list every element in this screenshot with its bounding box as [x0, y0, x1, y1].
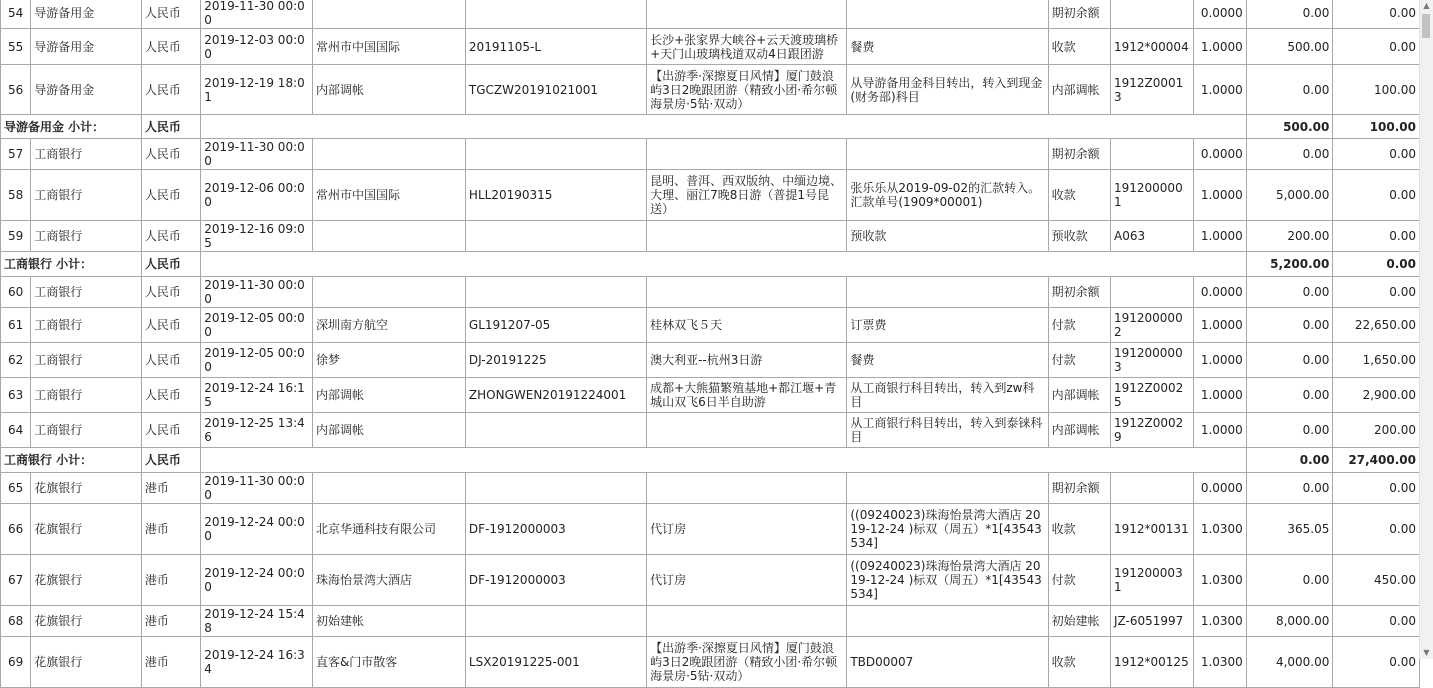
cell-credit-amount: 2,900.00	[1333, 378, 1420, 413]
table-row	[1, 555, 1420, 606]
cell-currency: 人民币	[141, 139, 200, 170]
table-row	[1, 29, 1420, 65]
cell-reference-code	[465, 221, 646, 252]
cell-currency: 人民币	[141, 29, 200, 65]
cell-account-name: 工商银行	[31, 139, 142, 170]
scrollbar-thumb[interactable]	[1422, 14, 1430, 38]
cell-product-description: 长沙+张家界大峡谷+云天渡玻璃桥+天门山玻璃栈道双动4日跟团游	[647, 29, 847, 65]
table-row	[1, 170, 1420, 221]
cell-account-name: 花旗银行	[31, 504, 142, 555]
cell-exchange-rate: 1.0300	[1193, 637, 1246, 688]
cell-exchange-rate: 1.0300	[1193, 606, 1246, 637]
cell-exchange-rate: 1.0300	[1193, 504, 1246, 555]
cell-exchange-rate: 1.0000	[1193, 343, 1246, 378]
cell-memo: 订票费	[847, 308, 1048, 343]
subtotal-currency: 人民币	[141, 448, 200, 473]
cell-exchange-rate: 0.0000	[1193, 473, 1246, 504]
cell-voucher-number: 1912000001	[1110, 170, 1193, 221]
cell-counterparty: 常州市中国国际	[312, 29, 465, 65]
subtotal-currency: 人民币	[141, 115, 200, 139]
cell-row-number: 61	[1, 308, 31, 343]
cell-product-description: 桂林双飞５天	[647, 308, 847, 343]
cell-credit-amount: 0.00	[1333, 139, 1420, 170]
cell-product-description: 成都+大熊猫繁殖基地+都江堰+青城山双飞6日半自助游	[647, 378, 847, 413]
cell-date: 2019-12-24 15:48	[201, 606, 313, 637]
cell-reference-code: 20191105-L	[465, 29, 646, 65]
cell-account-name: 工商银行	[31, 170, 142, 221]
cell-date: 2019-12-05 00:00	[201, 343, 313, 378]
scroll-down-icon[interactable]: ▼	[1423, 648, 1430, 657]
cell-product-description	[647, 606, 847, 637]
cell-voucher-number	[1110, 277, 1193, 308]
subtotal-credit: 100.00	[1333, 115, 1420, 139]
cell-voucher-number: 1912*00125	[1110, 637, 1193, 688]
cell-transaction-type: 付款	[1048, 555, 1110, 606]
cell-reference-code	[465, 0, 646, 29]
cell-memo: 张乐乐从2019-09-02的汇款转入。汇款单号(1909*00001)	[847, 170, 1048, 221]
cell-exchange-rate: 0.0000	[1193, 139, 1246, 170]
cell-row-number: 62	[1, 343, 31, 378]
cell-row-number: 55	[1, 29, 31, 65]
cell-exchange-rate: 1.0000	[1193, 170, 1246, 221]
cell-counterparty: 常州市中国国际	[312, 170, 465, 221]
cell-reference-code: TGCZW20191021001	[465, 65, 646, 115]
cell-row-number: 56	[1, 65, 31, 115]
cell-reference-code	[465, 413, 646, 448]
table-row	[1, 343, 1420, 378]
cell-credit-amount: 0.00	[1333, 221, 1420, 252]
cell-memo: 从导游备用金科目转出，转入到现金(财务部)科目	[847, 65, 1048, 115]
subtotal-spacer	[201, 448, 1247, 473]
cell-credit-amount: 0.00	[1333, 637, 1420, 688]
cell-debit-amount: 0.00	[1246, 378, 1333, 413]
cell-currency: 人民币	[141, 65, 200, 115]
cell-row-number: 63	[1, 378, 31, 413]
cell-account-name: 导游备用金	[31, 0, 142, 29]
cell-account-name: 花旗银行	[31, 473, 142, 504]
table-row	[1, 606, 1420, 637]
cell-date: 2019-12-03 00:00	[201, 29, 313, 65]
cell-transaction-type: 收款	[1048, 29, 1110, 65]
cell-reference-code: HLL20190315	[465, 170, 646, 221]
cell-credit-amount: 100.00	[1333, 65, 1420, 115]
cell-row-number: 58	[1, 170, 31, 221]
scroll-up-icon[interactable]: ▲	[1423, 1, 1430, 10]
cell-date: 2019-12-24 16:15	[201, 378, 313, 413]
cell-date: 2019-12-19 18:01	[201, 65, 313, 115]
cell-currency: 人民币	[141, 378, 200, 413]
cell-transaction-type: 收款	[1048, 637, 1110, 688]
cell-exchange-rate: 1.0000	[1193, 65, 1246, 115]
cell-reference-code: DJ-20191225	[465, 343, 646, 378]
cell-transaction-type: 付款	[1048, 343, 1110, 378]
cell-exchange-rate: 1.0000	[1193, 378, 1246, 413]
cell-date: 2019-12-06 00:00	[201, 170, 313, 221]
cell-row-number: 59	[1, 221, 31, 252]
cell-debit-amount: 0.00	[1246, 277, 1333, 308]
subtotal-row	[1, 252, 1420, 277]
cell-date: 2019-11-30 00:00	[201, 277, 313, 308]
cell-debit-amount: 0.00	[1246, 139, 1333, 170]
cell-debit-amount: 4,000.00	[1246, 637, 1333, 688]
cell-account-name: 工商银行	[31, 221, 142, 252]
cell-voucher-number: 1912Z00013	[1110, 65, 1193, 115]
table-row	[1, 504, 1420, 555]
cell-row-number: 65	[1, 473, 31, 504]
cell-memo: 从工商银行科目转出，转入到泰铼科目	[847, 413, 1048, 448]
cell-row-number: 67	[1, 555, 31, 606]
cell-account-name: 导游备用金	[31, 65, 142, 115]
ledger-body	[1, 0, 1420, 688]
cell-counterparty	[312, 277, 465, 308]
cell-row-number: 54	[1, 0, 31, 29]
cell-memo	[847, 473, 1048, 504]
vertical-scrollbar[interactable]	[1419, 0, 1433, 659]
cell-credit-amount: 0.00	[1333, 0, 1420, 29]
cell-product-description	[647, 0, 847, 29]
cell-product-description: 代订房	[647, 504, 847, 555]
cell-currency: 人民币	[141, 170, 200, 221]
cell-currency: 人民币	[141, 343, 200, 378]
cell-memo: TBD00007	[847, 637, 1048, 688]
table-row	[1, 473, 1420, 504]
cell-counterparty: 徐梦	[312, 343, 465, 378]
cell-credit-amount: 0.00	[1333, 504, 1420, 555]
cell-reference-code: GL191207-05	[465, 308, 646, 343]
cell-debit-amount: 200.00	[1246, 221, 1333, 252]
cell-exchange-rate: 0.0000	[1193, 277, 1246, 308]
cell-debit-amount: 365.05	[1246, 504, 1333, 555]
cell-credit-amount: 0.00	[1333, 606, 1420, 637]
cell-transaction-type: 付款	[1048, 308, 1110, 343]
cell-product-description: 代订房	[647, 555, 847, 606]
cell-voucher-number: 1912Z00025	[1110, 378, 1193, 413]
cell-voucher-number	[1110, 473, 1193, 504]
cell-exchange-rate: 1.0000	[1193, 29, 1246, 65]
cell-counterparty	[312, 139, 465, 170]
cell-transaction-type: 收款	[1048, 170, 1110, 221]
cell-transaction-type: 期初余额	[1048, 139, 1110, 170]
table-row	[1, 637, 1420, 688]
cell-product-description: 澳大利亚--杭州3日游	[647, 343, 847, 378]
cell-transaction-type: 收款	[1048, 504, 1110, 555]
cell-account-name: 导游备用金	[31, 29, 142, 65]
subtotal-row	[1, 448, 1420, 473]
cell-row-number: 64	[1, 413, 31, 448]
cell-exchange-rate: 1.0000	[1193, 413, 1246, 448]
subtotal-label: 工商银行 小计：	[1, 252, 142, 277]
cell-reference-code: LSX20191225-001	[465, 637, 646, 688]
cell-debit-amount: 0.00	[1246, 473, 1333, 504]
cell-counterparty	[312, 0, 465, 29]
cell-row-number: 60	[1, 277, 31, 308]
cell-transaction-type: 期初余额	[1048, 0, 1110, 29]
cell-memo: 从工商银行科目转出，转入到zw科目	[847, 378, 1048, 413]
cell-voucher-number: 1912*00131	[1110, 504, 1193, 555]
table-row	[1, 0, 1420, 29]
cell-product-description	[647, 277, 847, 308]
cell-counterparty: 珠海怡景湾大酒店	[312, 555, 465, 606]
cell-credit-amount: 0.00	[1333, 277, 1420, 308]
cell-exchange-rate: 1.0300	[1193, 555, 1246, 606]
cell-reference-code	[465, 139, 646, 170]
cell-transaction-type: 期初余额	[1048, 473, 1110, 504]
cell-debit-amount: 0.00	[1246, 343, 1333, 378]
cell-account-name: 工商银行	[31, 277, 142, 308]
cell-transaction-type: 内部调帐	[1048, 413, 1110, 448]
table-row	[1, 277, 1420, 308]
cell-debit-amount: 0.00	[1246, 413, 1333, 448]
cell-credit-amount: 0.00	[1333, 29, 1420, 65]
cell-product-description	[647, 139, 847, 170]
cell-product-description: 昆明、普洱、西双版纳、中缅边境、大理、丽江7晚8日游（普提1号昆送）	[647, 170, 847, 221]
cell-voucher-number: 1912*00004	[1110, 29, 1193, 65]
cell-product-description: 【出游季·深擦夏日风情】厦门鼓浪屿3日2晚跟团游（精致小团·希尔顿海景房·5钻·双动）	[647, 637, 847, 688]
cell-date: 2019-11-30 00:00	[201, 139, 313, 170]
cell-date: 2019-12-24 00:00	[201, 555, 313, 606]
cell-transaction-type: 内部调帐	[1048, 378, 1110, 413]
cell-exchange-rate: 1.0000	[1193, 221, 1246, 252]
cell-counterparty: 内部调帐	[312, 378, 465, 413]
cell-exchange-rate: 0.0000	[1193, 0, 1246, 29]
cell-debit-amount: 8,000.00	[1246, 606, 1333, 637]
cell-product-description	[647, 413, 847, 448]
cell-date: 2019-12-05 00:00	[201, 308, 313, 343]
cell-transaction-type: 期初余额	[1048, 277, 1110, 308]
cell-reference-code: DF-1912000003	[465, 555, 646, 606]
cell-account-name: 花旗银行	[31, 606, 142, 637]
cell-debit-amount: 0.00	[1246, 555, 1333, 606]
cell-product-description: 【出游季·深擦夏日风情】厦门鼓浪屿3日2晚跟团游（精致小团·希尔顿海景房·5钻·双动）	[647, 65, 847, 115]
cell-voucher-number: A063	[1110, 221, 1193, 252]
cell-credit-amount: 0.00	[1333, 473, 1420, 504]
cell-currency: 人民币	[141, 221, 200, 252]
cell-counterparty: 北京华通科技有限公司	[312, 504, 465, 555]
cell-row-number: 68	[1, 606, 31, 637]
cell-account-name: 工商银行	[31, 413, 142, 448]
cell-reference-code: DF-1912000003	[465, 504, 646, 555]
cell-currency: 港币	[141, 504, 200, 555]
cell-currency: 港币	[141, 473, 200, 504]
cell-currency: 港币	[141, 555, 200, 606]
cell-product-description	[647, 221, 847, 252]
cell-account-name: 花旗银行	[31, 555, 142, 606]
cell-currency: 人民币	[141, 0, 200, 29]
cell-memo	[847, 139, 1048, 170]
cell-date: 2019-12-25 13:46	[201, 413, 313, 448]
cell-transaction-type: 初始建帐	[1048, 606, 1110, 637]
cell-credit-amount: 200.00	[1333, 413, 1420, 448]
cell-counterparty: 深圳南方航空	[312, 308, 465, 343]
cell-memo	[847, 606, 1048, 637]
cell-counterparty: 内部调帐	[312, 413, 465, 448]
cell-memo: 餐费	[847, 29, 1048, 65]
subtotal-label: 导游备用金 小计：	[1, 115, 142, 139]
table-row	[1, 221, 1420, 252]
cell-product-description	[647, 473, 847, 504]
cell-credit-amount: 1,650.00	[1333, 343, 1420, 378]
subtotal-credit: 0.00	[1333, 252, 1420, 277]
cell-voucher-number	[1110, 0, 1193, 29]
subtotal-debit: 500.00	[1246, 115, 1333, 139]
cell-debit-amount: 0.00	[1246, 0, 1333, 29]
table-row	[1, 378, 1420, 413]
cell-voucher-number: JZ-6051997	[1110, 606, 1193, 637]
cell-memo: 预收款	[847, 221, 1048, 252]
subtotal-credit: 27,400.00	[1333, 448, 1420, 473]
cell-date: 2019-11-30 00:00	[201, 0, 313, 29]
table-row	[1, 308, 1420, 343]
cell-voucher-number: 1912000003	[1110, 343, 1193, 378]
cell-voucher-number: 1912Z00029	[1110, 413, 1193, 448]
cell-transaction-type: 内部调帐	[1048, 65, 1110, 115]
cell-debit-amount: 0.00	[1246, 65, 1333, 115]
cell-counterparty: 初始建帐	[312, 606, 465, 637]
subtotal-row	[1, 115, 1420, 139]
cell-date: 2019-12-16 09:05	[201, 221, 313, 252]
cell-memo	[847, 277, 1048, 308]
cell-memo: 餐费	[847, 343, 1048, 378]
table-row	[1, 413, 1420, 448]
cell-reference-code	[465, 473, 646, 504]
subtotal-spacer	[201, 252, 1247, 277]
cell-account-name: 工商银行	[31, 343, 142, 378]
cell-reference-code: ZHONGWEN20191224001	[465, 378, 646, 413]
cell-debit-amount: 5,000.00	[1246, 170, 1333, 221]
cell-memo	[847, 0, 1048, 29]
cell-date: 2019-12-24 00:00	[201, 504, 313, 555]
cell-currency: 港币	[141, 606, 200, 637]
subtotal-debit: 5,200.00	[1246, 252, 1333, 277]
cell-counterparty	[312, 473, 465, 504]
subtotal-label: 工商银行 小计：	[1, 448, 142, 473]
cell-reference-code	[465, 277, 646, 308]
cell-exchange-rate: 1.0000	[1193, 308, 1246, 343]
cell-currency: 人民币	[141, 308, 200, 343]
subtotal-debit: 0.00	[1246, 448, 1333, 473]
cell-credit-amount: 0.00	[1333, 170, 1420, 221]
cell-account-name: 工商银行	[31, 308, 142, 343]
cell-transaction-type: 预收款	[1048, 221, 1110, 252]
cell-counterparty	[312, 221, 465, 252]
table-row	[1, 65, 1420, 115]
cell-credit-amount: 450.00	[1333, 555, 1420, 606]
cell-date: 2019-11-30 00:00	[201, 473, 313, 504]
cell-account-name: 花旗银行	[31, 637, 142, 688]
cell-memo: ((09240023)珠海怡景湾大酒店 2019-12-24 )标双（周五）*1[43543534]	[847, 555, 1048, 606]
cell-row-number: 66	[1, 504, 31, 555]
cell-counterparty: 内部调帐	[312, 65, 465, 115]
cell-voucher-number	[1110, 139, 1193, 170]
cell-row-number: 57	[1, 139, 31, 170]
cell-currency: 人民币	[141, 277, 200, 308]
cell-voucher-number: 1912000002	[1110, 308, 1193, 343]
cell-currency: 人民币	[141, 413, 200, 448]
cell-currency: 港币	[141, 637, 200, 688]
cell-reference-code	[465, 606, 646, 637]
cell-debit-amount: 500.00	[1246, 29, 1333, 65]
cell-counterparty: 直客&门市散客	[312, 637, 465, 688]
cell-row-number: 69	[1, 637, 31, 688]
cell-memo: ((09240023)珠海怡景湾大酒店 2019-12-24 )标双（周五）*1[43543534]	[847, 504, 1048, 555]
cell-debit-amount: 0.00	[1246, 308, 1333, 343]
cell-account-name: 工商银行	[31, 378, 142, 413]
subtotal-spacer	[201, 115, 1247, 139]
table-row	[1, 139, 1420, 170]
cell-date: 2019-12-24 16:34	[201, 637, 313, 688]
subtotal-currency: 人民币	[141, 252, 200, 277]
cell-credit-amount: 22,650.00	[1333, 308, 1420, 343]
cell-voucher-number: 1912000031	[1110, 555, 1193, 606]
